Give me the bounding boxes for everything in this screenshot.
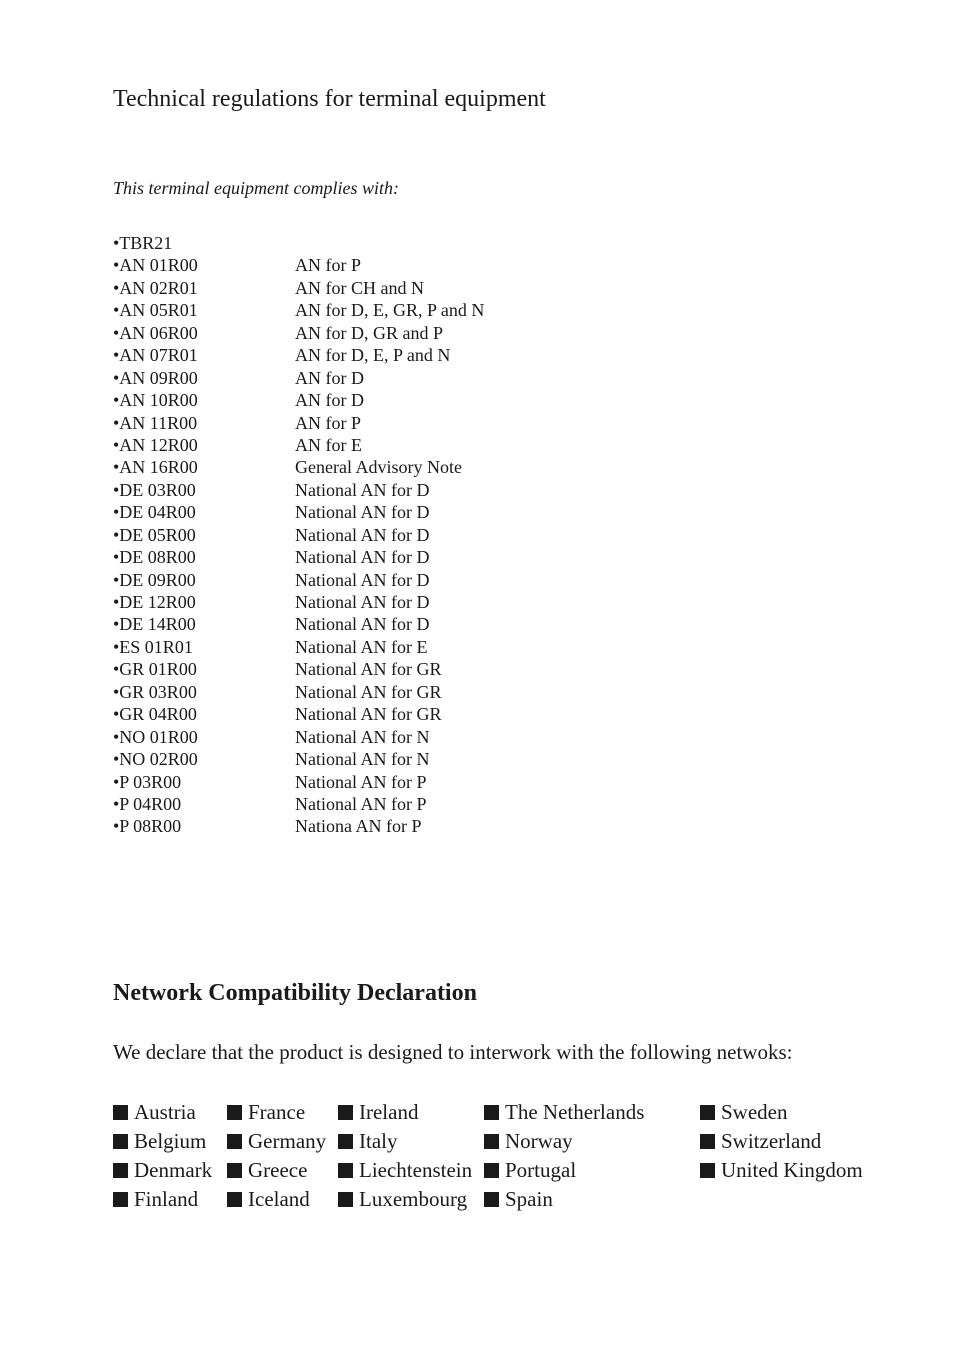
black-square-bullet-icon: [113, 1163, 128, 1178]
country-name: France: [248, 1100, 306, 1124]
regulation-code: •DE 08R00: [113, 547, 196, 568]
regulation-description: AN for D: [295, 390, 364, 411]
black-square-bullet-icon: [484, 1192, 499, 1207]
compliance-intro: This terminal equipment complies with:: [113, 178, 399, 198]
country-name: Switzerland: [721, 1129, 822, 1153]
regulation-code: •TBR21: [113, 233, 173, 253]
regulation-code: •AN 05R01: [113, 300, 198, 321]
black-square-bullet-icon: [338, 1192, 353, 1207]
declaration-text: We declare that the product is designed to interwork with the following netwoks:: [113, 1040, 793, 1064]
regulation-code: •GR 01R00: [113, 659, 197, 680]
page-title: Technical regulations for terminal equipment: [113, 86, 546, 112]
country-item: [338, 1098, 472, 1127]
black-square-bullet-icon: [700, 1105, 715, 1120]
country-name: Austria: [134, 1100, 196, 1124]
country-column: [113, 1098, 212, 1214]
country-name: Denmark: [134, 1158, 213, 1182]
regulation-description: AN for D, E, GR, P and N: [295, 300, 485, 321]
black-square-bullet-icon: [700, 1134, 715, 1149]
country-column: [338, 1098, 472, 1214]
regulation-code: •P 03R00: [113, 771, 182, 792]
country-item: [227, 1127, 326, 1156]
regulation-description: National AN for N: [295, 726, 430, 747]
regulation-description: National AN for D: [295, 547, 430, 568]
regulation-description: AN for P: [295, 412, 361, 433]
regulation-code: •AN 07R01: [113, 345, 198, 366]
regulation-description: AN for D: [295, 367, 364, 388]
country-item: [113, 1127, 212, 1156]
regulation-description: National AN for GR: [295, 659, 442, 680]
regulation-code: •GR 04R00: [113, 704, 197, 725]
regulation-code: •AN 02R01: [113, 277, 198, 298]
country-item: [113, 1185, 212, 1214]
country-name: The Netherlands: [505, 1100, 645, 1124]
regulation-description: National AN for D: [295, 479, 430, 500]
country-name: Greece: [248, 1158, 308, 1182]
country-name: Norway: [505, 1129, 573, 1153]
country-grid: [113, 1098, 873, 1218]
regulation-code: •AN 12R00: [113, 434, 198, 455]
black-square-bullet-icon: [338, 1134, 353, 1149]
regulation-description: AN for D, GR and P: [295, 322, 443, 343]
regulation-description: National AN for D: [295, 502, 430, 523]
black-square-bullet-icon: [227, 1134, 242, 1149]
black-square-bullet-icon: [113, 1134, 128, 1149]
regulation-description: National AN for D: [295, 524, 430, 545]
regulation-code: •DE 09R00: [113, 569, 196, 590]
regulation-code: •P 04R00: [113, 793, 182, 814]
country-item: [484, 1127, 644, 1156]
regulation-description: AN for D, E, P and N: [295, 345, 451, 366]
regulation-description: National AN for E: [295, 636, 428, 657]
country-item: [338, 1185, 472, 1214]
regulation-description: AN for P: [295, 255, 361, 276]
country-name: Belgium: [134, 1129, 207, 1153]
black-square-bullet-icon: [227, 1192, 242, 1207]
regulation-description: National AN for D: [295, 592, 430, 612]
black-square-bullet-icon: [484, 1163, 499, 1178]
country-item: [700, 1127, 863, 1156]
black-square-bullet-icon: [338, 1105, 353, 1120]
regulation-code: •AN 09R00: [113, 367, 198, 388]
black-square-bullet-icon: [113, 1192, 128, 1207]
country-name: Liechtenstein: [359, 1158, 473, 1182]
regulation-code: •AN 10R00: [113, 390, 198, 411]
regulation-code: •AN 06R00: [113, 322, 198, 343]
regulation-code: •DE 04R00: [113, 502, 196, 523]
regulation-description: National AN for P: [295, 793, 427, 814]
country-name: Italy: [359, 1129, 398, 1153]
regulation-description: AN for CH and N: [295, 277, 424, 298]
regulation-code: •NO 02R00: [113, 749, 198, 770]
regulation-code: •DE 12R00: [113, 592, 196, 612]
country-name: Spain: [505, 1187, 553, 1211]
black-square-bullet-icon: [227, 1163, 242, 1178]
black-square-bullet-icon: [484, 1134, 499, 1149]
regulation-code: •ES 01R01: [113, 636, 193, 657]
country-item: [338, 1127, 472, 1156]
country-item: [113, 1098, 212, 1127]
regulation-description: National AN for D: [295, 614, 430, 635]
regulation-code: •P 08R00: [113, 816, 182, 837]
country-name: Iceland: [248, 1187, 310, 1211]
regulation-description: National AN for GR: [295, 704, 442, 725]
country-item: [484, 1098, 644, 1127]
regulation-description: National AN for P: [295, 771, 427, 792]
country-item: [700, 1098, 863, 1127]
regulation-description: Nationa AN for P: [295, 816, 422, 837]
country-name: Luxembourg: [359, 1187, 468, 1211]
country-name: Germany: [248, 1129, 327, 1153]
regulation-code: •DE 05R00: [113, 524, 196, 545]
regulation-description: AN for E: [295, 434, 362, 455]
section-heading: Network Compatibility Declaration: [113, 980, 477, 1006]
regulation-description: National AN for N: [295, 749, 430, 770]
country-name: Finland: [134, 1187, 199, 1211]
country-column: [700, 1098, 863, 1185]
country-name: Ireland: [359, 1100, 419, 1124]
regulation-code: •AN 11R00: [113, 412, 198, 433]
black-square-bullet-icon: [338, 1163, 353, 1178]
country-item: [113, 1156, 212, 1185]
country-item: [700, 1156, 863, 1185]
regulation-code: •AN 01R00: [113, 255, 198, 276]
country-name: Sweden: [721, 1100, 788, 1124]
black-square-bullet-icon: [484, 1105, 499, 1120]
country-item: [227, 1156, 326, 1185]
country-item: [338, 1156, 472, 1185]
black-square-bullet-icon: [113, 1105, 128, 1120]
country-item: [227, 1185, 326, 1214]
country-item: [227, 1098, 326, 1127]
regulation-description: National AN for D: [295, 569, 430, 590]
country-name: United Kingdom: [721, 1158, 863, 1182]
regulation-code: •GR 03R00: [113, 681, 197, 702]
black-square-bullet-icon: [227, 1105, 242, 1120]
regulation-code: •DE 03R00: [113, 479, 196, 500]
country-item: [484, 1185, 644, 1214]
regulation-description: General Advisory Note: [295, 457, 462, 478]
regulation-code: •AN 16R00: [113, 457, 198, 478]
country-column: [227, 1098, 326, 1214]
regulation-code: •DE 14R00: [113, 614, 196, 635]
country-column: [484, 1098, 644, 1214]
regulation-code: •NO 01R00: [113, 726, 198, 747]
country-name: Portugal: [505, 1158, 577, 1182]
country-item: [484, 1156, 644, 1185]
regulation-description: National AN for GR: [295, 681, 442, 702]
black-square-bullet-icon: [700, 1163, 715, 1178]
